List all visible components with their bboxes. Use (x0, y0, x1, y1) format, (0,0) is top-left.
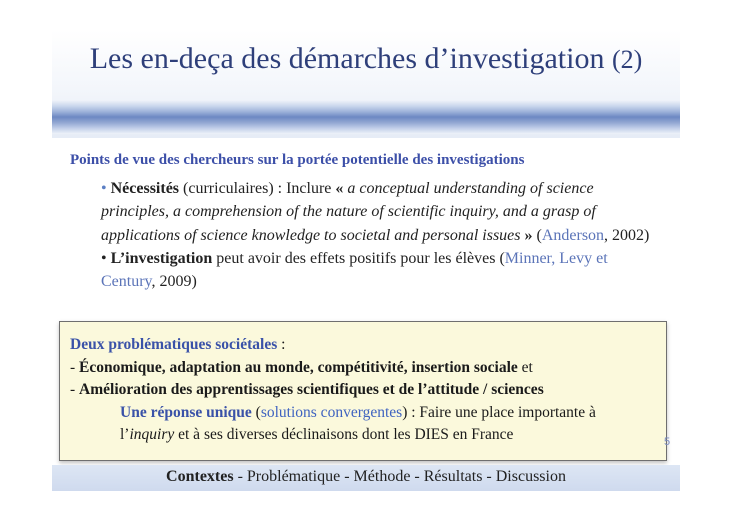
box-line-apprentissages (70, 379, 670, 402)
economique-text: Économique, adaptation au monde, compétitivité, insertion sociale (79, 358, 518, 376)
bullet-text: (curriculaires) : Inclure (179, 180, 336, 197)
bullet-marker: • (101, 180, 107, 197)
dash: - (70, 381, 80, 398)
close-quote: » (524, 226, 533, 244)
bullet-text: peut avoir des effets positifs pour les élèves ( (212, 249, 505, 267)
decorative-band (52, 100, 680, 134)
reference-anderson: Anderson (541, 226, 605, 244)
bullet-investigation (101, 247, 663, 294)
title-text: Les en-deça des démarches d’investigation (89, 42, 605, 75)
bullet-necessites (101, 177, 663, 247)
line4-prefix: l’ (120, 426, 130, 443)
box-line-inquiry (70, 424, 670, 447)
open-quote: « (335, 180, 344, 197)
solutions-convergentes: solutions convergentes (260, 403, 403, 421)
bullet-bold: Nécessités (110, 180, 180, 197)
box-line-reponse (70, 402, 670, 425)
box-title-suffix: : (277, 336, 286, 353)
box-line-economique (70, 357, 670, 380)
bullet-bold: L’investigation (110, 249, 213, 267)
inquiry-word: inquiry (129, 426, 175, 443)
bullet-marker: • (101, 249, 107, 267)
box-title-line (70, 334, 670, 357)
title-number: (2) (611, 45, 643, 74)
ref-open: ( (532, 226, 542, 244)
dash: - (70, 358, 80, 376)
footer-navigation (0, 468, 732, 486)
ref-close: , 2002) (604, 226, 650, 244)
highlight-box (59, 321, 667, 461)
answer-open: ( (251, 403, 261, 421)
slide-title (0, 42, 732, 76)
section-heading: Points de vue des chercheurs sur la portée potentielle des investigations (70, 152, 525, 168)
line1-suffix: et (517, 358, 533, 376)
apprentissages-text: Amélioration des apprentissages scientifiques et de l’attitude / sciences (79, 381, 544, 398)
footer-sections: - Problématique - Méthode - Résultats - Discussion (233, 468, 566, 485)
ref-close: , 2009) (151, 273, 197, 291)
reference-minner: Minner, Levy et Century (101, 249, 608, 291)
line4-rest: et à ses diverses déclinaisons dont les DIES en France (174, 426, 514, 443)
quote-text: a conceptual understanding of science principles, a comprehension of the nature of scientific inquiry, and a grasp of applications of science knowledge to societal and personal issues (101, 180, 596, 244)
answer-rest: ) : Faire une place importante à (402, 403, 596, 421)
page-number: 5 (664, 436, 671, 448)
bullet-list (101, 177, 663, 293)
reponse-unique: Une réponse unique (120, 403, 252, 421)
box-title: Deux problématiques sociétales (70, 336, 278, 353)
footer-current-section: Contextes (166, 468, 234, 485)
